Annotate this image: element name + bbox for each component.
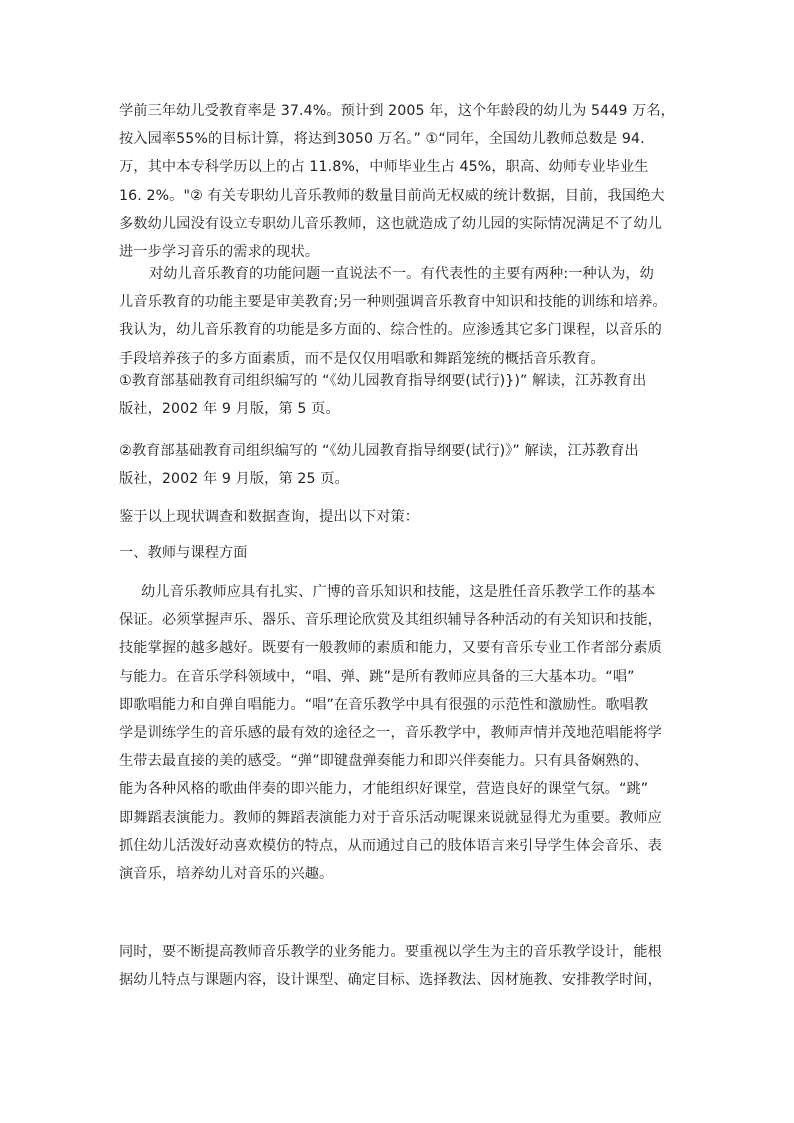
footnote-2 (119, 437, 684, 493)
section-heading: 一、教师与课程方面 (119, 545, 248, 561)
footnote-line: ①教育部基础教育司组织编写的 “《幼儿园教育指导纲要(试行)})” 解读，江苏教育出 (119, 373, 647, 389)
text-line: 同时，要不断提高教师音乐教学的业务能力。要重视以学生为主的音乐教学设计，能根 (119, 944, 662, 960)
footnote-line: ②教育部基础教育司组织编写的 “《幼儿园教育指导纲要(试行)》” 解读，江苏教育出 (119, 443, 639, 459)
text-line: 即舞蹈表演能力。教师的舞蹈表演能力对于音乐活动呢课来说就显得尤为重要。教师应 (119, 809, 662, 826)
text-line: 16. 2%。"② 有关专职幼儿音乐教师的数量目前尚无权威的统计数据，目前，我国绝大 (119, 187, 665, 204)
text-line: 演音乐，培养幼儿对音乐的兴趣。 (119, 866, 334, 883)
text-line: 多数幼儿园没有设立专职幼儿音乐教师，这也就造成了幼儿园的实际情况满足不了幼儿 (119, 215, 662, 232)
paragraph-music-education-function (119, 260, 684, 373)
text-line: 学前三年幼儿受教育率是 37.4%。预计到 2005 年，这个年龄段的幼儿为 5449 万名， (119, 103, 675, 119)
footnote-1 (119, 367, 684, 423)
text-line: 与能力。在音乐学科领域中，“唱、弹、跳”是所有教师应具备的三大基本功。“唱” (119, 668, 635, 685)
paragraph-teacher-skills (119, 578, 684, 888)
text-line: 技能掌握的越多越好。既要有一般教师的素质和能力，又要有音乐专业工作者部分素质 (119, 640, 662, 657)
text-line: 能为各种风格的歌曲伴奏的即兴能力，才能组织好课堂，营造良好的课堂气氛。“跳” (119, 781, 649, 798)
text-line: 学是训练学生的音乐感的最有效的途径之一，音乐教学中，教师声情并茂地范唱能将学 (119, 725, 662, 742)
intro-countermeasures (119, 503, 684, 531)
text-line: 生带去最直接的美的感受。“弹”即键盘弹奏能力和即兴伴奏能力。只有具备娴熟的、 (119, 753, 649, 770)
text-line: 保证。必须掌握声乐、器乐、音乐理论欣赏及其组织辅导各种活动的有关知识和技能， (119, 612, 662, 629)
text-line: 进一步学习音乐的需求的现状。 (119, 244, 320, 261)
text-line: 按入园率55%的目标计算，将达到3050 万名。” ①“同年，全国幼儿教师总数是 94. (119, 131, 645, 148)
text-line: 手段培养孩子的多方面素质，而不是仅仅用唱歌和舞蹈笼统的概括音乐教育。 (119, 350, 605, 367)
text-line: 我认为，幼儿音乐教育的功能是多方面的、综合性的。应渗透其它多门课程，以音乐的 (119, 322, 662, 339)
text-line: 对幼儿音乐教育的功能问题一直说法不一。有代表性的主要有两种:一种认为，幼 (149, 266, 654, 282)
text-line: 万，其中本专科学历以上的占 11.8%，中师毕业生占 45%，职高、幼师专业毕业生 (119, 159, 649, 176)
footnote-line: 版社，2002 年 9 月版，第 5 页。 (119, 401, 340, 418)
text-line: 即歌唱能力和自弹自唱能力。“唱”在音乐教学中具有很强的示范性和激励性。歌唱教 (119, 696, 649, 713)
text-line: 儿音乐教育的功能主要是审美教育;另一种则强调音乐教育中知识和技能的训练和培养。 (119, 294, 667, 311)
text-line: 幼儿音乐教师应具有扎实、广博的音乐知识和技能，这是胜任音乐教学工作的基本 (141, 584, 656, 600)
text-line: 抓住幼儿活泼好动喜欢模仿的特点，从而通过自己的肢体语言来引导学生体会音乐、表 (119, 837, 662, 854)
section-heading-teachers-curriculum (119, 539, 684, 567)
paragraph-enrollment-statistics (119, 97, 684, 266)
paragraph-teaching-ability (119, 938, 684, 994)
text-line: 鉴于以上现状调查和数据查询，提出以下对策： (119, 509, 420, 525)
text-line: 据幼儿特点与课题内容，设计课型、确定目标、选择教法、因材施教、安排教学时间， (119, 972, 662, 989)
footnote-line: 版社，2002 年 9 月版，第 25 页。 (119, 471, 349, 488)
